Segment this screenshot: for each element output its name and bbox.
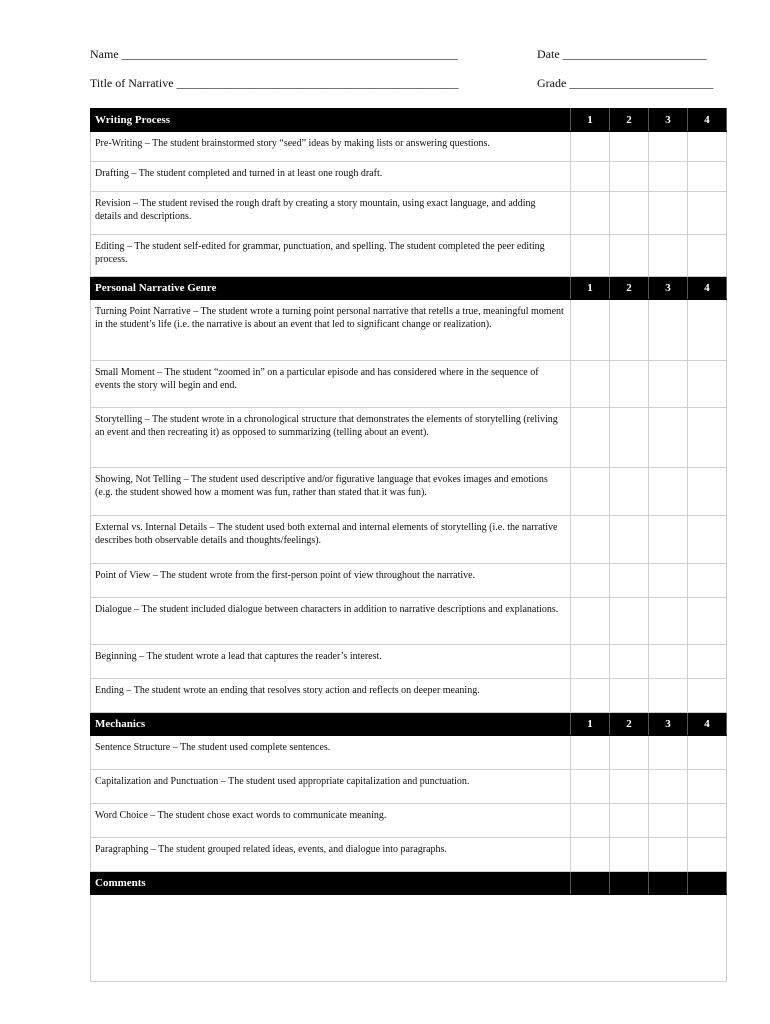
score-cell-3[interactable] [649, 804, 688, 838]
section-header-mechanics [91, 713, 727, 736]
score-cell-2[interactable] [610, 736, 649, 770]
section-title: Personal Narrative Genre [91, 277, 571, 300]
title-label: Title of Narrative [90, 76, 174, 90]
score-header-1: 1 [571, 277, 610, 300]
score-cell-2[interactable] [610, 598, 649, 645]
title-blank[interactable]: _______________________________________________ [176, 76, 459, 90]
section-header-comments [91, 872, 727, 895]
score-cell-2[interactable] [610, 838, 649, 872]
score-cell-1[interactable] [571, 132, 610, 162]
score-cell-2[interactable] [610, 361, 649, 408]
name-blank[interactable]: ________________________________________________________ [121, 47, 458, 61]
section-title: Mechanics [91, 713, 571, 736]
criterion-row [91, 770, 727, 804]
criterion-row [91, 838, 727, 872]
score-header-2: 2 [610, 277, 649, 300]
score-cell-3[interactable] [649, 838, 688, 872]
criterion-showing-not-telling: Showing, Not Telling – The student used descriptive and/or figurative language that evokes images and emotions (e.g. the student showed how a moment was fun, rather than stated that it was fun). [91, 468, 571, 516]
criterion-row [91, 235, 727, 277]
score-cell-2[interactable] [610, 516, 649, 564]
grade-line[interactable] [537, 76, 713, 91]
criterion-row [91, 598, 727, 645]
comments-field[interactable] [91, 895, 727, 982]
score-cell-1[interactable] [571, 162, 610, 192]
score-cell-1[interactable] [571, 468, 610, 516]
score-header-4: 4 [688, 713, 727, 736]
score-cell-3[interactable] [649, 679, 688, 713]
criterion-external-internal: External vs. Internal Details – The student used both external and internal elements of storytelling (i.e. the narrative describes both observable details and thoughts/feelings). [91, 516, 571, 564]
score-cell-4[interactable] [688, 564, 727, 598]
criterion-row [91, 468, 727, 516]
score-cell-4[interactable] [688, 361, 727, 408]
score-header-2: 2 [610, 109, 649, 132]
grade-label: Grade [537, 76, 567, 90]
score-cell-4[interactable] [688, 679, 727, 713]
score-cell-4[interactable] [688, 162, 727, 192]
score-cell-4[interactable] [688, 192, 727, 235]
criterion-sentence-structure: Sentence Structure – The student used complete sentences. [91, 736, 571, 770]
score-cell-1[interactable] [571, 679, 610, 713]
score-header-3: 3 [649, 713, 688, 736]
score-cell-4[interactable] [688, 736, 727, 770]
section-title: Comments [91, 872, 571, 895]
criterion-row [91, 564, 727, 598]
score-cell-3[interactable] [649, 736, 688, 770]
score-cell-3[interactable] [649, 468, 688, 516]
score-cell-1[interactable] [571, 804, 610, 838]
score-header-3: 3 [649, 277, 688, 300]
title-line[interactable] [90, 76, 459, 91]
score-cell-3[interactable] [649, 516, 688, 564]
score-cell-2[interactable] [610, 468, 649, 516]
criterion-paragraphing: Paragraphing – The student grouped related ideas, events, and dialogue into paragraphs. [91, 838, 571, 872]
score-cell-4[interactable] [688, 132, 727, 162]
criterion-row [91, 162, 727, 192]
criterion-storytelling: Storytelling – The student wrote in a chronological structure that demonstrates the elements of storytelling (reliving an event and then recreating it) as opposed to summarizing (telling about an event). [91, 408, 571, 468]
score-header-2: 2 [610, 713, 649, 736]
criterion-point-of-view: Point of View – The student wrote from the first-person point of view throughout the narrative. [91, 564, 571, 598]
date-blank[interactable]: ________________________ [562, 47, 707, 61]
criterion-row [91, 736, 727, 770]
score-cell-3[interactable] [649, 192, 688, 235]
score-cell-2[interactable] [610, 804, 649, 838]
score-cell-4[interactable] [688, 408, 727, 468]
score-cell-1[interactable] [571, 736, 610, 770]
score-cell-2[interactable] [610, 192, 649, 235]
grade-blank[interactable]: ________________________ [569, 76, 714, 90]
score-cell-1[interactable] [571, 235, 610, 277]
score-cell-1[interactable] [571, 300, 610, 361]
score-cell-1[interactable] [571, 192, 610, 235]
score-cell-2[interactable] [610, 162, 649, 192]
score-cell-3[interactable] [649, 162, 688, 192]
score-cell-2[interactable] [610, 235, 649, 277]
score-header-3: 3 [649, 109, 688, 132]
score-header-1: 1 [571, 713, 610, 736]
criterion-turning-point: Turning Point Narrative – The student wrote a turning point personal narrative that retells a true, meaningful moment in the student’s life (i.e. the narrative is about an event that led to significant change or realization). [91, 300, 571, 361]
date-line[interactable] [537, 47, 707, 62]
score-header-1: 1 [571, 109, 610, 132]
score-cell-4[interactable] [688, 804, 727, 838]
score-cell-4[interactable] [688, 516, 727, 564]
score-cell-1[interactable] [571, 838, 610, 872]
criterion-row [91, 804, 727, 838]
score-cell-3[interactable] [649, 645, 688, 679]
criterion-revision: Revision – The student revised the rough draft by creating a story mountain, using exact language, and adding details and descriptions. [91, 192, 571, 235]
criterion-row [91, 132, 727, 162]
section-header-writing-process [91, 109, 727, 132]
score-cell-1[interactable] [571, 770, 610, 804]
score-cell-1[interactable] [571, 408, 610, 468]
score-cell-3[interactable] [649, 361, 688, 408]
criterion-row [91, 192, 727, 235]
score-cell-4[interactable] [688, 235, 727, 277]
score-cell-3[interactable] [649, 408, 688, 468]
score-cell-3[interactable] [649, 235, 688, 277]
date-label: Date [537, 47, 560, 61]
criterion-beginning: Beginning – The student wrote a lead that captures the reader’s interest. [91, 645, 571, 679]
criterion-row [91, 645, 727, 679]
criterion-small-moment: Small Moment – The student “zoomed in” on a particular episode and has considered where in the sequence of events the story will begin and end. [91, 361, 571, 408]
score-cell-3[interactable] [649, 132, 688, 162]
score-cell-4[interactable] [688, 300, 727, 361]
score-cell-3[interactable] [649, 770, 688, 804]
score-cell-3[interactable] [649, 300, 688, 361]
criterion-pre-writing: Pre-Writing – The student brainstormed story “seed” ideas by making lists or answering questions. [91, 132, 571, 162]
score-cell-1[interactable] [571, 516, 610, 564]
criterion-row [91, 361, 727, 408]
criterion-dialogue: Dialogue – The student included dialogue between characters in addition to narrative descriptions and explanations. [91, 598, 571, 645]
score-cell-1[interactable] [571, 361, 610, 408]
name-label: Name [90, 47, 119, 61]
criterion-row [91, 408, 727, 468]
criterion-ending: Ending – The student wrote an ending that resolves story action and reflects on deeper meaning. [91, 679, 571, 713]
score-cell-2[interactable] [610, 408, 649, 468]
score-cell-4[interactable] [688, 598, 727, 645]
score-cell-2[interactable] [610, 300, 649, 361]
score-cell-2[interactable] [610, 679, 649, 713]
score-cell-4[interactable] [688, 770, 727, 804]
criterion-row [91, 300, 727, 361]
score-cell-4[interactable] [688, 468, 727, 516]
rubric-table [90, 108, 727, 982]
score-cell-4[interactable] [688, 838, 727, 872]
section-header-genre [91, 277, 727, 300]
score-cell-2[interactable] [610, 770, 649, 804]
section-title: Writing Process [91, 109, 571, 132]
score-cell-4[interactable] [688, 645, 727, 679]
score-cell-3[interactable] [649, 564, 688, 598]
score-cell-3[interactable] [649, 598, 688, 645]
score-header-4: 4 [688, 109, 727, 132]
criterion-row [91, 516, 727, 564]
score-header-4: 4 [688, 277, 727, 300]
criterion-row [91, 679, 727, 713]
comments-area[interactable] [91, 895, 727, 982]
score-cell-1[interactable] [571, 564, 610, 598]
criterion-drafting: Drafting – The student completed and turned in at least one rough draft. [91, 162, 571, 192]
score-cell-2[interactable] [610, 645, 649, 679]
score-cell-1[interactable] [571, 645, 610, 679]
score-cell-1[interactable] [571, 598, 610, 645]
score-cell-2[interactable] [610, 564, 649, 598]
name-line[interactable] [90, 47, 458, 62]
criterion-word-choice: Word Choice – The student chose exact words to communicate meaning. [91, 804, 571, 838]
criterion-capitalization-punctuation: Capitalization and Punctuation – The student used appropriate capitalization and punctuation. [91, 770, 571, 804]
criterion-editing: Editing – The student self-edited for grammar, punctuation, and spelling. The student completed the peer editing process. [91, 235, 571, 277]
score-cell-2[interactable] [610, 132, 649, 162]
